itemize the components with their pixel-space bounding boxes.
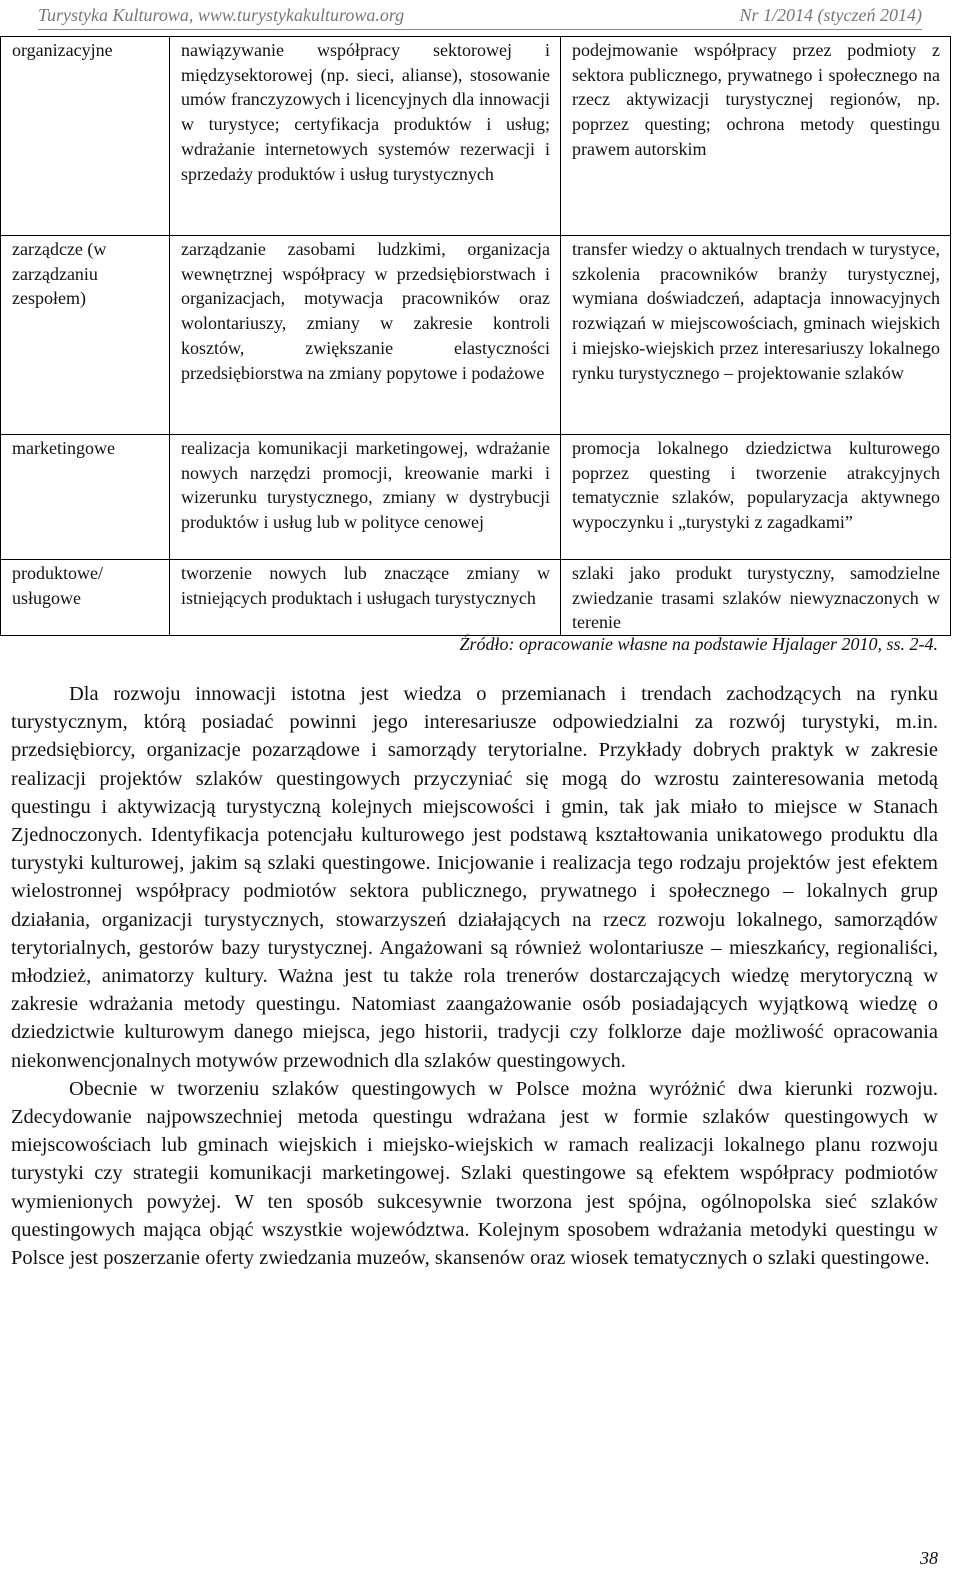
questing-cell: szlaki jako produkt turystyczny, samodzielne zwiedzanie trasami szlaków niewyznaczonych w terenie <box>561 560 951 636</box>
paragraph: Dla rozwoju innowacji istotna jest wiedza o przemianach i trendach zachodzących na rynku turystycznym, którą posiadać powinni jego interesariusze odpowiedzialni za rozwój turystyki, m.in. przedsiębiorcy, organizacje pozarządowe i samorządy terytorialne. Przykłady dobrych praktyk w zakresie realizacji projektów szlaków questingowych przyczyniać się mogą do wzrostu zainteresowania metodą questingu i aktywizacją turystyczną kolejnych miejscowości i gmin, tak jak miało to miejsce w Stanach Zjednoczonych. Identyfikacja potencjału kulturowego jest podstawą kształtowania unikatowego produktu dla turystyki kulturowej, jakim są szlaki questingowe. Inicjowanie i realizacja tego rodzaju projektów jest efektem wielostronnej współpracy podmiotów sektora publicznego, prywatnego i społecznego – lokalnych grup działania, organizacji turystycznych, stowarzyszeń działających na rzecz rozwoju lokalnego, samorządów terytorialnych, gestorów bazy turystycznej. Angażowani są również wolontariusze – mieszkańcy, regionaliści, młodzież, animatorzy kultury. Ważna jest tu także rola trenerów dostarczających wiedzę merytoryczną w zakresie wdrażania metody questingu. Natomiast zaangażowanie osób posiadających wyjątkową wiedzę o dziedzictwie kulturowym danego miejsca, jego historii, tradycji czy folklorze daje możliwość opracowania niekonwencjonalnych motywów przewodnich dla szlaków questingowych. <box>11 683 938 1072</box>
paragraph: Obecnie w tworzeniu szlaków questingowych w Polsce można wyróżnić dwa kierunki rozwoju. Zdecydowanie najpowszechniej metoda questingu wdrażana jest w formie szlaków questingowych w miejscowościach lub gminach wiejskich i miejsko-wiejskich w ramach realizacji lokalnego planu rozwoju turystyki czy strategii komunikacji marketingowej. Szlaki questingowe są efektem współpracy podmiotów wymienionych powyżej. W ten sposób sukcesywnie tworzona jest spójna, ogólnopolska sieć szlaków questingowych mająca objąć wszystkie województwa. Kolejnym sposobem wdrażania metodyki questingu w Polsce jest poszerzanie oferty zwiedzania muzeów, skansenów oraz wiosek tematycznych o szlaki questingowe. <box>11 1077 938 1270</box>
body-text <box>11 680 938 1272</box>
running-header <box>0 0 960 30</box>
category-cell: zarządcze (w zarządzaniu zespołem) <box>1 236 170 435</box>
table-row <box>1 435 951 560</box>
table-row <box>1 560 951 636</box>
page-number: 38 <box>920 1548 938 1568</box>
table-row <box>1 37 951 236</box>
questing-cell: promocja lokalnego dziedzictwa kulturowego poprzez questing i tworzenie atrakcyjnych tematycznie szlaków, popularyzacja aktywnego wypoczynku i „turystyki z zagadkami” <box>561 435 951 560</box>
questing-cell: podejmowanie współpracy przez podmioty z sektora publicznego, prywatnego i społecznego na rzecz aktywizacji turystycznej regionów, np. poprzez questing; ochrona metody questingu prawem autorskim <box>561 37 951 236</box>
examples-cell: tworzenie nowych lub znaczące zmiany w istniejących produktach i usługach turystycznych <box>170 560 561 636</box>
category-cell: produktowe/ usługowe <box>1 560 170 636</box>
journal-name: Turystyka Kulturowa, www.turystykakulturowa.org <box>38 4 405 25</box>
examples-cell: zarządzanie zasobami ludzkimi, organizacja wewnętrznej współpracy w przedsiębiorstwach i organizacjach, motywacja pracowników oraz wolontariuszy, zmiany w zakresie kontroli kosztów, zwiększanie elastyczności przedsiębiorstwa na zmiany popytowe i podażowe <box>170 236 561 435</box>
examples-cell: realizacja komunikacji marketingowej, wdrażanie nowych narzędzi promocji, kreowanie marki i wizerunku turystycznego, zmiany w dystrybucji produktów i usług lub w polityce cenowej <box>170 435 561 560</box>
table-source-note: Źródło: opracowanie własne na podstawie Hjalager 2010, ss. 2-4. <box>459 634 938 654</box>
questing-cell: transfer wiedzy o aktualnych trendach w turystyce, szkolenia pracowników branży turystycznej, wymiana doświadczeń, adaptacja innowacyjnych rozwiązań w miejscowościach, gminach wiejskich i miejsko-wiejskich przez interesariuszy lokalnego rynku turystycznego – projektowanie szlaków <box>561 236 951 435</box>
table-row <box>1 236 951 435</box>
issue-info: Nr 1/2014 (styczeń 2014) <box>739 4 922 25</box>
category-cell: marketingowe <box>1 435 170 560</box>
examples-cell: nawiązywanie współpracy sektorowej i międzysektorowej (np. sieci, alianse), stosowanie umów franczyzowych i licencyjnych dla innowacji w turystyce; certyfikacja produktów i usług; wdrażanie internetowych systemów rezerwacji i sprzedaży produktów i usług turystycznych <box>170 37 561 236</box>
category-cell: organizacyjne <box>1 37 170 236</box>
innovation-table <box>0 36 951 636</box>
